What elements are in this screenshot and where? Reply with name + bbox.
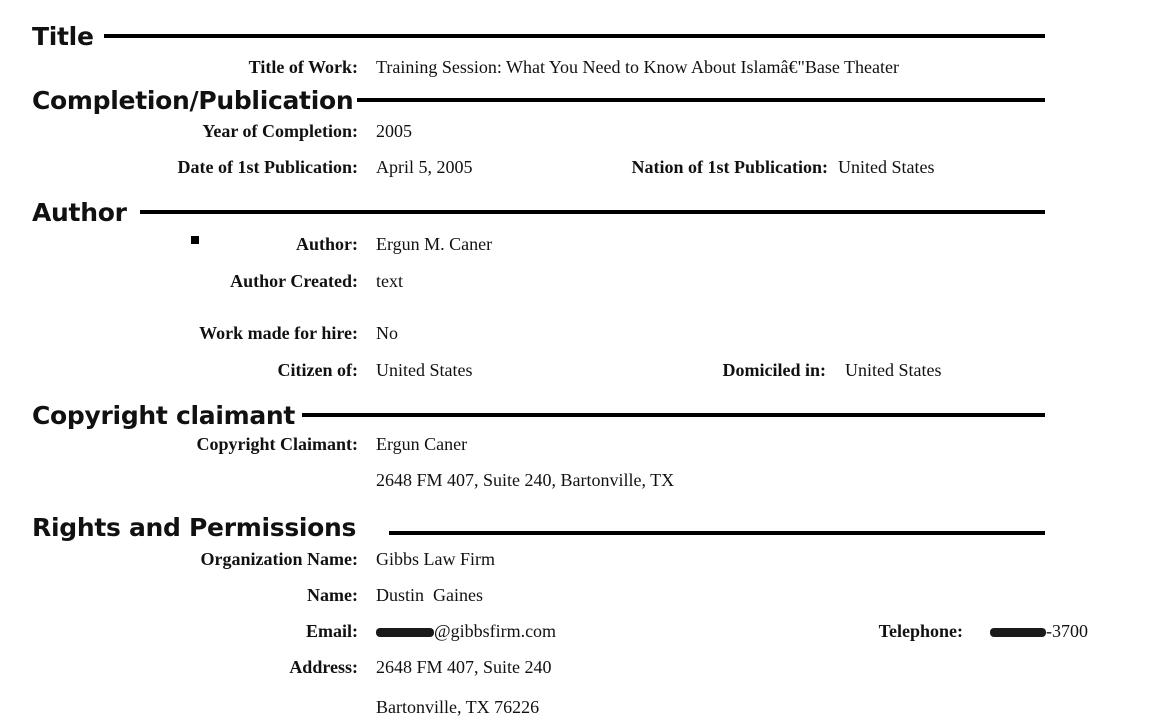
- section-heading-completion: Completion/Publication: [32, 86, 354, 115]
- date-of-publication-value: April 5, 2005: [376, 157, 473, 177]
- citizen-of-value: United States: [376, 360, 473, 380]
- email-domain: @gibbsfirm.com: [434, 621, 557, 641]
- claimant-address-value: 2648 FM 407, Suite 240, Bartonville, TX: [376, 470, 675, 490]
- organization-name-value: Gibbs Law Firm: [376, 549, 495, 569]
- author-created-label: Author Created:: [230, 271, 358, 291]
- contact-name-value: Dustin Gaines: [376, 585, 483, 605]
- email-label: Email:: [306, 621, 358, 641]
- section-rule: [104, 34, 1045, 38]
- date-of-publication-label: Date of 1st Publication:: [177, 157, 358, 177]
- title-of-work-value: Training Session: What You Need to Know About Islamâ€"Base Theater: [376, 57, 899, 77]
- contact-name-label: Name:: [307, 585, 358, 605]
- address-label: Address:: [289, 657, 358, 677]
- telephone-suffix: -3700: [1046, 621, 1088, 641]
- section-heading-claimant: Copyright claimant: [32, 401, 296, 430]
- copyright-claimant-label: Copyright Claimant:: [196, 434, 358, 454]
- work-made-for-hire-label: Work made for hire:: [199, 323, 358, 343]
- section-heading-rights: Rights and Permissions: [32, 513, 357, 542]
- address-line1-value: 2648 FM 407, Suite 240: [376, 657, 552, 677]
- organization-name-label: Organization Name:: [200, 549, 358, 569]
- title-of-work-label: Title of Work:: [248, 57, 358, 77]
- section-rule: [389, 531, 1045, 535]
- section-rule: [357, 98, 1045, 102]
- year-of-completion-value: 2005: [376, 121, 412, 141]
- telephone-label: Telephone:: [878, 621, 963, 641]
- bullet-marker: [191, 236, 199, 244]
- work-made-for-hire-value: No: [376, 323, 398, 343]
- author-value: Ergun M. Caner: [376, 234, 493, 254]
- year-of-completion-label: Year of Completion:: [202, 121, 358, 141]
- citizen-of-label: Citizen of:: [277, 360, 358, 380]
- section-heading-author: Author: [32, 198, 127, 227]
- section-rule: [140, 210, 1045, 214]
- nation-of-publication-label: Nation of 1st Publication:: [631, 157, 828, 177]
- domiciled-in-label: Domiciled in:: [722, 360, 826, 380]
- author-created-value: text: [376, 271, 403, 291]
- nation-of-publication-value: United States: [838, 157, 935, 177]
- redaction-mark: [376, 628, 434, 637]
- author-label: Author:: [296, 234, 358, 254]
- address-line2-value: Bartonville, TX 76226: [376, 697, 540, 717]
- copyright-claimant-value: Ergun Caner: [376, 434, 468, 454]
- telephone-value: [990, 620, 1088, 642]
- section-rule: [302, 413, 1045, 417]
- email-value: [376, 620, 556, 642]
- domiciled-in-value: United States: [845, 360, 942, 380]
- redaction-mark: [990, 628, 1046, 637]
- section-heading-title: Title: [32, 22, 94, 51]
